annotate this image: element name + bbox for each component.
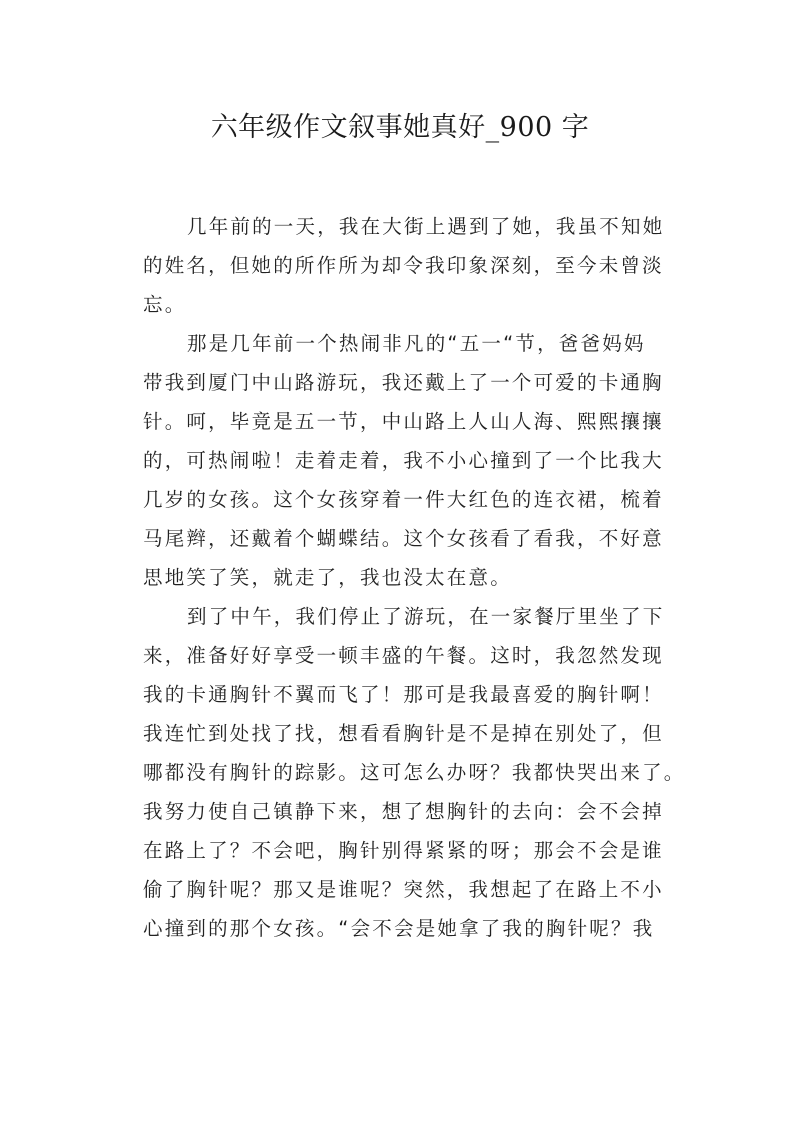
text-line: 偷了胸针呢？那又是谁呢？突然，我想起了在路上不小 xyxy=(143,878,664,901)
text-line: 针。呵，毕竟是五一节，中山路上人山人海、熙熙攘攘 xyxy=(143,410,664,433)
paragraph-1 xyxy=(143,207,663,324)
paragraph-3 xyxy=(143,597,686,948)
text-line: 心撞到的那个女孩。“会不会是她拿了我的胸针呢？我 xyxy=(143,917,655,940)
text-line: 的，可热闹啦！走着走着，我不小心撞到了一个比我大 xyxy=(143,449,664,472)
text-line: 忘。 xyxy=(143,293,187,316)
text-line: 我努力使自己镇静下来，想了想胸针的去向：会不会掉 xyxy=(143,800,664,823)
text-line: 的姓名，但她的所作所为却令我印象深刻，至今未曾淡 xyxy=(143,254,664,277)
text-line: 在路上了？不会吧，胸针别得紧紧的呀；那会不会是谁 xyxy=(143,839,664,862)
text-line: 马尾辫，还戴着个蝴蝶结。这个女孩看了看我，不好意 xyxy=(143,527,664,550)
text-line: 哪都没有胸针的踪影。这可怎么办呀？我都快哭出来了。 xyxy=(143,761,686,784)
document-body xyxy=(143,207,686,948)
text-line: 思地笑了笑，就走了，我也没太在意。 xyxy=(143,566,512,589)
paragraph-2 xyxy=(143,324,663,597)
document-title: 六年级作文叙事她真好_900 字 xyxy=(210,112,590,143)
text-line: 那是几年前一个热闹非凡的“五一“节，爸爸妈妈 xyxy=(187,332,646,355)
text-line: 带我到厦门中山路游玩，我还戴上了一个可爱的卡通胸 xyxy=(143,371,664,394)
text-line: 几岁的女孩。这个女孩穿着一件大红色的连衣裙，梳着 xyxy=(143,488,664,511)
text-line: 来，准备好好享受一顿丰盛的午餐。这时，我忽然发现 xyxy=(143,644,664,667)
text-line: 我连忙到处找了找，想看看胸针是不是掉在别处了，但 xyxy=(143,722,664,745)
text-line: 到了中午，我们停止了游玩，在一家餐厅里坐了下 xyxy=(187,605,665,628)
text-line: 几年前的一天，我在大街上遇到了她，我虽不知她 xyxy=(187,215,665,238)
text-line: 我的卡通胸针不翼而飞了！那可是我最喜爱的胸针啊！ xyxy=(143,683,664,706)
